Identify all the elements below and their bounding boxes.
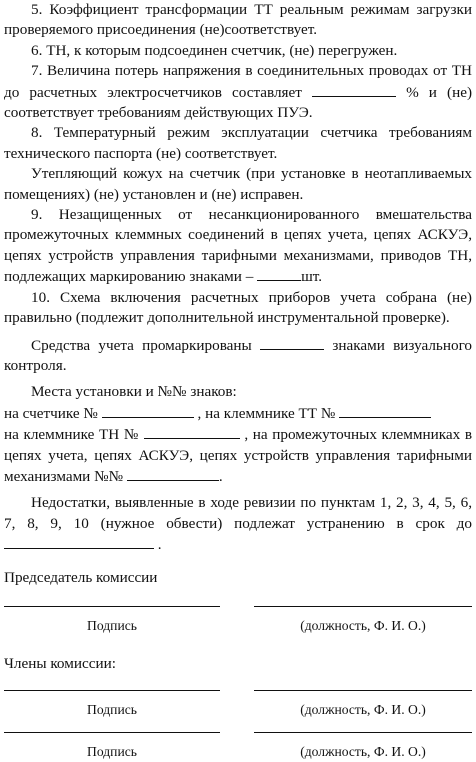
places-meter-ct xyxy=(4,403,472,424)
item-10: 10. Схема включения расчетных приборов учета собрана (не) правильно (подлежит дополнительной инструментальной проверке). xyxy=(4,288,472,327)
places-end: . xyxy=(218,467,223,485)
signature-caption: Подпись xyxy=(87,618,137,633)
item-9-unit: шт. xyxy=(301,268,323,286)
marking-text: Средства учета промаркированы xyxy=(31,336,252,354)
position-caption: (должность, Ф. И. О.) xyxy=(300,618,426,633)
defects-end: . xyxy=(157,536,162,554)
chairman-heading: Председатель комиссии xyxy=(4,569,158,586)
item-7 xyxy=(4,61,472,123)
signature-caption: Подпись xyxy=(87,702,137,717)
item-8-cover: Утепляющий кожух на счетчик (при установке в неотапливаемых помещениях) (не) установлен и (не) исправен. xyxy=(4,165,472,203)
act-document xyxy=(4,0,472,556)
item-5: 5. Коэффициент трансформации ТТ реальным режимам загрузки проверяемого присоединения (не)соответствует. xyxy=(4,1,472,39)
places-vt-inter xyxy=(4,424,472,487)
item-9 xyxy=(4,205,472,288)
vt-number-blank[interactable] xyxy=(144,424,240,439)
meter-label: на счетчике № xyxy=(4,404,98,422)
defects-statement xyxy=(4,493,472,555)
item-7-tail: % и (не) соответствует требованиям действующих ПУЭ. xyxy=(4,83,472,122)
chairman-signature-line[interactable] xyxy=(4,606,220,607)
item-6: 6. ТН, к которым подсоединен счетчик, (не) перегружен. xyxy=(31,41,398,59)
inter-label: , на промежуточных клеммниках в цепях учета, цепях АСКУЭ, цепях устройств управления тарифными механизмами №№ xyxy=(4,426,472,485)
item-7-text: 7. Величина потерь напряжения в соединительных проводах от ТН до расчетных электросчетчиков составляет xyxy=(4,62,472,101)
position-caption: (должность, Ф. И. О.) xyxy=(300,702,426,717)
inter-number-blank[interactable] xyxy=(127,466,219,481)
member-1-signature-line[interactable] xyxy=(4,690,220,691)
marks-count-blank[interactable] xyxy=(260,335,324,350)
signature-caption: Подпись xyxy=(87,744,137,759)
ct-number-blank[interactable] xyxy=(339,403,431,418)
marking-statement xyxy=(4,335,472,377)
item-8: 8. Температурный режим эксплуатации счетчика требованиям технического паспорта (не) соответствует. xyxy=(4,124,472,162)
meter-number-blank[interactable] xyxy=(102,403,194,418)
defects-text: Недостатки, выявленные в ходе ревизии по пунктам 1, 2, 3, 4, 5, 6, 7, 8, 9, 10 (нужное обвести) подлежат устранению в срок до xyxy=(4,494,472,532)
vt-label: на клеммнике ТН № xyxy=(4,426,140,444)
item-9-text: 9. Незащищенных от несанкционированного вмешательства промежуточных клеммных соединений в цепях учета, цепях АСКУЭ, цепях устройств управления тарифными механизмами, приводов ТН, подлежащих маркированию знаками – xyxy=(4,206,472,286)
voltage-loss-blank[interactable] xyxy=(312,82,396,97)
ct-label: , на клеммнике ТТ № xyxy=(197,404,336,422)
position-caption: (должность, Ф. И. О.) xyxy=(300,744,426,759)
member-2-position-line[interactable] xyxy=(254,732,472,733)
chairman-position-line[interactable] xyxy=(254,606,472,607)
member-2-signature-line[interactable] xyxy=(4,732,220,733)
deadline-blank[interactable] xyxy=(4,534,154,549)
members-heading: Члены комиссии: xyxy=(4,655,116,672)
member-1-position-line[interactable] xyxy=(254,690,472,691)
unprotected-count-blank[interactable] xyxy=(257,266,301,281)
marking-tail: знаками визуального контроля. xyxy=(4,336,473,374)
places-title: Места установки и №№ знаков: xyxy=(31,383,237,401)
